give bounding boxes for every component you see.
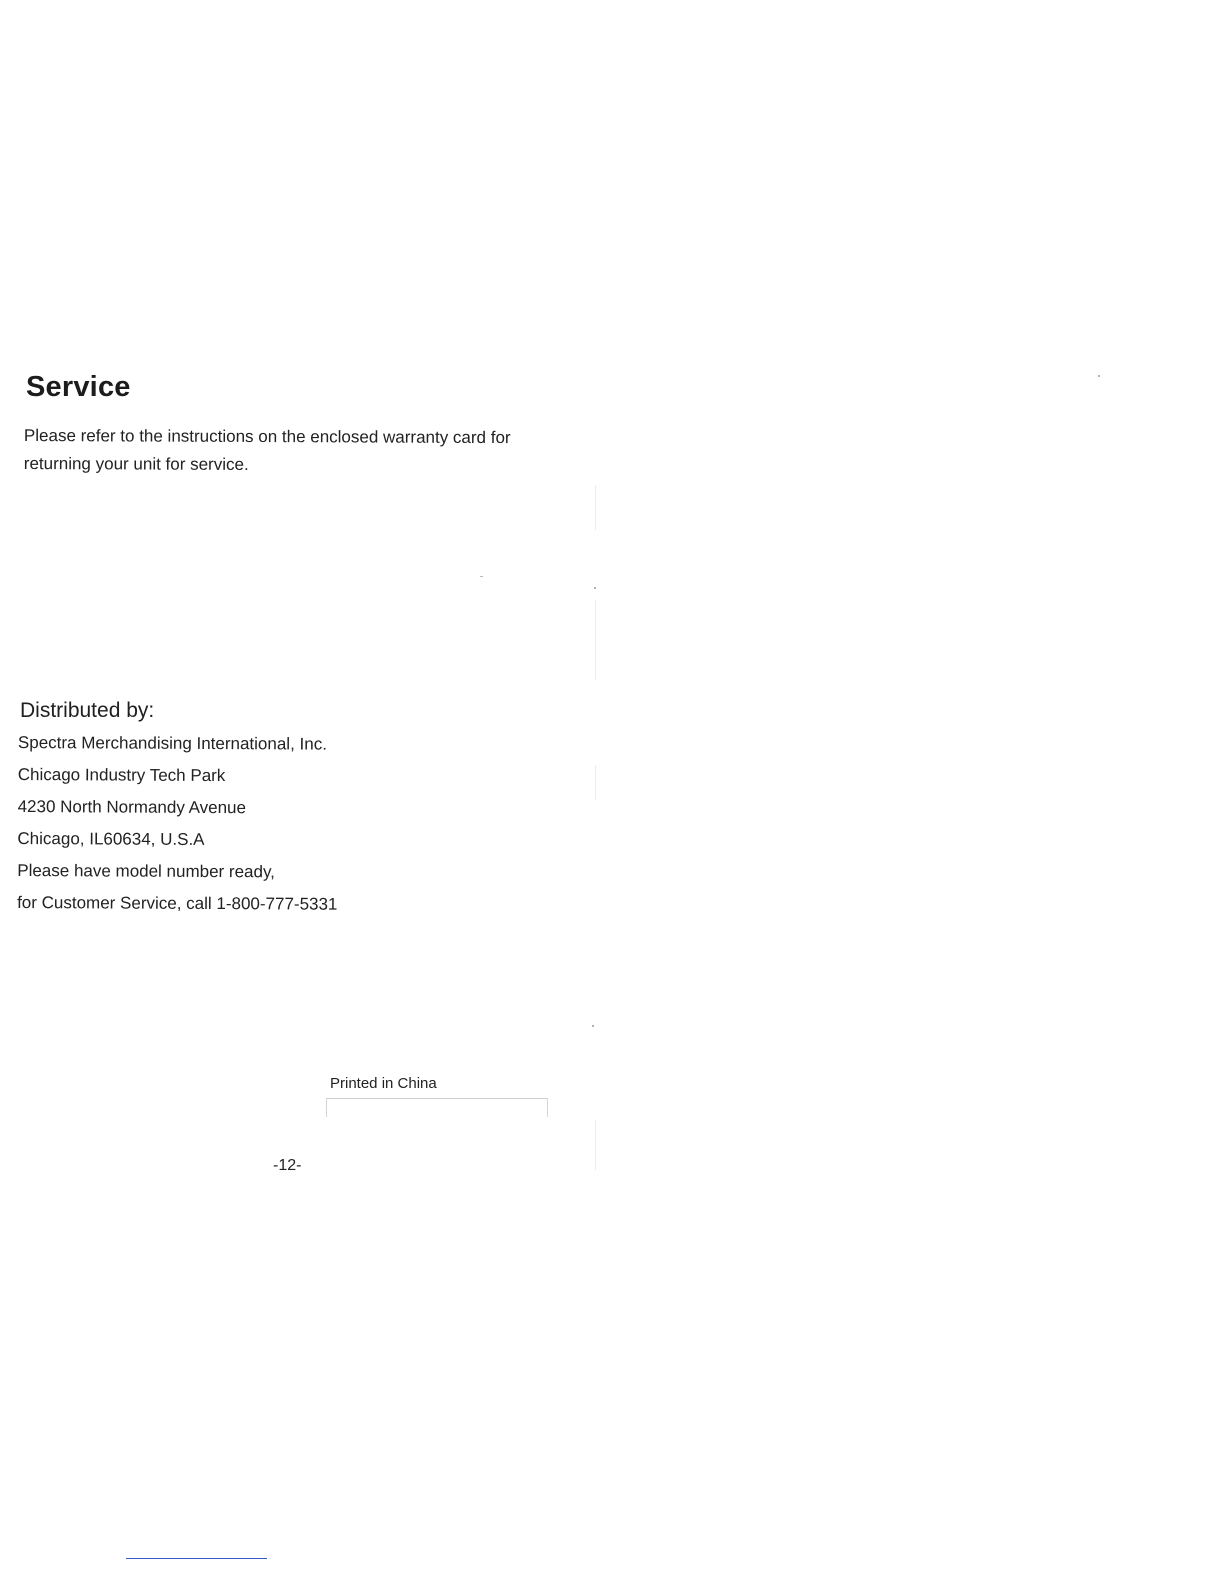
scan-speck: [592, 1025, 594, 1027]
printed-in-label: Printed in China: [330, 1075, 437, 1092]
printed-label-box: [326, 1098, 548, 1117]
page-number: -12-: [273, 1157, 302, 1174]
fold-mark: [595, 485, 596, 530]
service-line: returning your unit for service.: [23, 453, 249, 474]
distributor-company: Spectra Merchandising International, Inc.: [17, 733, 328, 754]
distributor-note: Please have model number ready,: [17, 860, 275, 882]
scan-speck: [1098, 375, 1100, 377]
distributor-street: 4230 North Normandy Avenue: [17, 796, 247, 818]
service-heading: Service: [26, 371, 131, 403]
fold-mark: [595, 600, 596, 680]
scan-speck: [480, 576, 483, 577]
customer-service-phone: for Customer Service, call 1-800-777-5331: [17, 892, 338, 914]
service-line: Please refer to the instructions on the enclosed warranty card for: [23, 425, 511, 448]
distributor-park: Chicago Industry Tech Park: [17, 764, 226, 786]
bottom-rule: [126, 1558, 267, 1559]
fold-mark: [595, 1120, 596, 1170]
distributor-heading: Distributed by:: [20, 699, 155, 722]
distributor-address: [17, 731, 438, 925]
distributor-city: Chicago, IL60634, U.S.A: [17, 828, 205, 849]
service-paragraph: [24, 422, 584, 480]
fold-mark: [595, 765, 596, 800]
scan-speck: [594, 587, 596, 589]
